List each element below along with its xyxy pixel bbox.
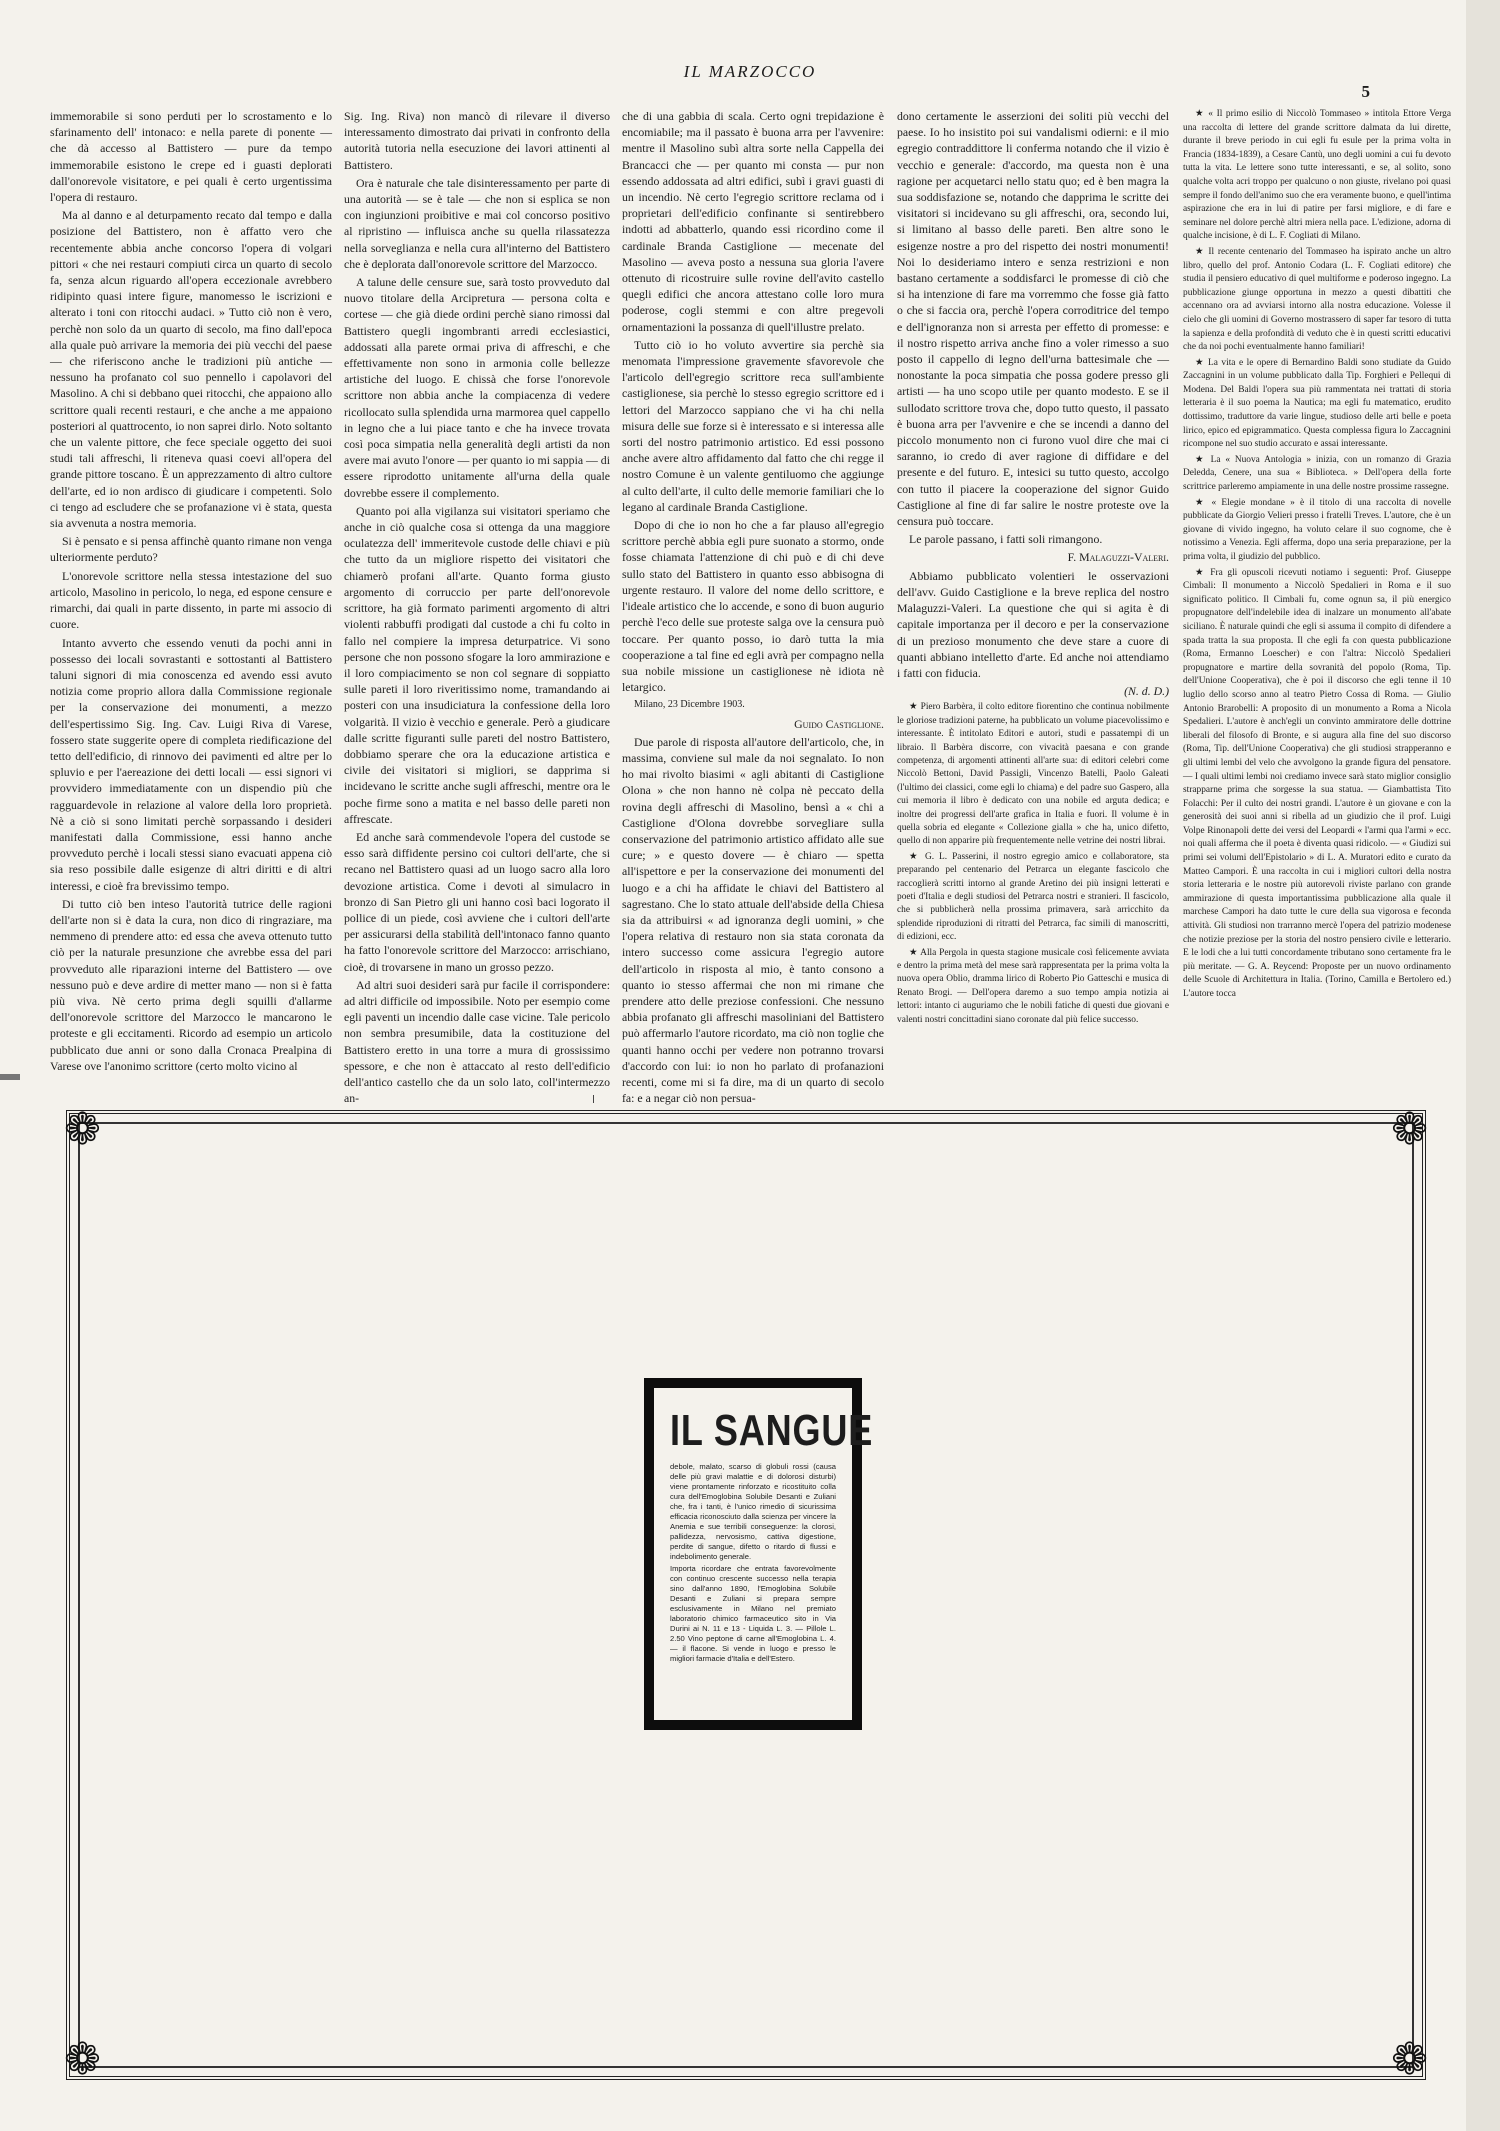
advertisement-paragraph: Importa ricordare che entrata favorevolmente con continuo crescente successo nella terapia sino dall'anno 1890, l'Emoglobina Solubile Desanti e Zuliani si prepara sempre esclusivamente in Milano nel premiato laboratorio chimico farmaceutico sito in Via Durini ai N. 11 e 13 - Liquida L. 3. — Pillole L. 2.50 Vino peptone di carne all'Emoglobina L. 4. — il flacone. Si vende in luogo e presso le migliori farmacie d'Italia e dell'Estero.	[670, 1564, 836, 1663]
column-1	[50, 108, 332, 1093]
paragraph: Ma al danno e al deturpamento recato dal tempo e dalla posizione del Battistero, non è affatto vero che recentemente abbia anche concorso l'opera di volgari pittori « che nei restauri compiuti circa un quarto di secolo fa, senza alcun riguardo all'opera eccezionale avrebbero ridipinto quasi intere figure, manomesso le iscrizioni e alterato i toni con ritocchi audaci. » Tutto ciò non è vero, perchè non solo da un quarto di secolo, ma fino dall'epoca alla quale può arrivare la memoria dei più vecchi del paese — che riferiscono anche le tradizioni più antiche — nessuno ha profanato col suo pennello i capolavori del Masolino. A chi si debbano quei ritocchi, che appaiono allo scrittore quali recenti restauri, e che anche a me appaiono posteriori al quattrocento, io non saprei dirlo. Noto soltanto che un valente pittore, che fece speciale oggetto dei suoi studi tali affreschi, li ritenevа quasi coevi all'opera del grande pittore toscano. È un apprezzamento di altro cultore dell'arte, ed io non ardisco di giudicare i competenti. Solo ci tengo ad escludere che se profanazione vi è stata, questa sia avvenuta a nostra memoria.	[50, 208, 332, 531]
news-item: ★ Piero Barbèra, il colto editore fiorentino che continua nobilmente le gloriose tradizioni paterne, ha pubblicato un volume piacevolissimo e interessante. È intitolato Editori e autori, studi e passatempi di un libraio. Il Barbèra discorre, con vivacità paesana e con grande competenza, di argomenti attinenti all'arte sua: di editori celebri come Niccolò Bettoni, David Passigli, Vincenzo Batelli, Paolo Galeati (l'ultimo dei classici, come egli lo chiama) e del padre suo Gaspero, alla cui memoria il libro è dedicato con una nobile ed arguta dedica; e inoltre dei progressi dell'arte grafica in Italia e fuori. Il volume è in quella sobria ed elegante « Collezione gialla » che ha, unico difetto, quello di non apparire più frequentemente nelle vetrine dei nostri librai.	[897, 702, 1169, 847]
page-number: 5	[1361, 82, 1370, 101]
paragraph: Tutto ciò io ho voluto avvertire sia perchè sia menomata l'impressione gravemente sfavorevole che l'articolo dell'egregio scrittore reca sull'ambiente castiglionese, sia perchè lo stesso egregio scrittore ed i lettori del Marzocco sappiano che vi ha chi nella misura delle sue forze si è interessato e si interessa alle sorti del nostro patrimonio artistico. Ed essi possono anche avere altro affidamento dal fatto che chi regge il nostro Comune è un valente gentiluomo che aggiunge al culto dell'arte, il culto delle memorie familiari che lo legano al cardinale Branda Castiglione.	[622, 337, 884, 514]
signature: F. Malaguzzi-Valeri.	[1067, 550, 1169, 565]
corner-ornament-icon: ❁	[1391, 2035, 1428, 2084]
news-item: ★ G. L. Passerini, il nostro egregio amico e collaboratore, sta preparando pel centenario del Petrarca un elegante fascicolo che raccoglierà scritti intorno al grande Aretino dei più insigni letterati e poeti d'Italia e degli studiosi del Petrarca nostri e stranieri. Il fascicolo, che si pubblicherà nella prossima primavera, sarà arricchito da splendide riproduzioni di ritratti del Petrarca, fac simili di manoscritti, di edizioni, ecc.	[897, 851, 1169, 943]
corner-ornament-icon: ❁	[64, 2035, 101, 2084]
paragraph: Ad altri suoi desideri sarà pur facile il corrispondere: ad altri difficile od impossibile. Noto per esempio come egli paventi un incendio dalle case vicine. Tale pericolo non sembra presumibile, data la costituzione del Battistero eretto in una torre a mura di grossissimo spessore, e che non è attaccato al resto dell'edificio dell'antico castello che da un solo lato, coll'intermezzo an-	[344, 977, 610, 1106]
paragraph: Di tutto ciò ben inteso l'autorità tutrice delle ragioni dell'arte non si è data la cura, non dico di ringraziare, ma nemmeno di prendere atto: ed essa che aveva ottenuto tutto ciò per la naturale presunzione che avrebbe essa del pari provveduto alle riparazioni interne del Battistero — ove nessuno può e deve ardire di metter mano — non si è fatta più viva. Nè certo prima degli squilli d'allarme dell'onorevole scrittore del Marzocco le mancarono le proteste e gli eccitamenti. Ricordo ad esempio un articolo pubblicato due anni or sono dalla Cronaca Prealpina di Varese ove l'anonimo scrittore (certo molto vicino al	[50, 896, 332, 1073]
news-notes	[897, 701, 1169, 1027]
news-item: ★ La vita e le opere di Bernardino Baldi sono studiate da Guido Zaccagnini in un volume pubblicato dalla Tip. Forghieri e Pellequi di Modena. Del Baldi l'opera sua più rammentata nei trattati di storia letteraria è il suo poema la Nautica; ma egli fu matematico, erudito dottissimo, traduttore da varie lingue, studioso delle arti belle e poeta lirico, epico ed epigrammatico. Questa complessa figura lo Zaccagnini ricompone nel suo studio accurato e assai interessante.	[1183, 357, 1451, 450]
paragraph: Abbiamo pubblicato volentieri le osservazioni dell'avv. Guido Castiglione e la breve replica del nostro Malaguzzi-Valeri. La questione che qui si agita è di capitale importanza per il decoro e per la conservazione di un prezioso monumento che deve stare a cuore di quanti abbiano intelletto d'arte. Ed anche noi attendiamo i fatti con fiducia.	[897, 568, 1169, 680]
column-4	[897, 108, 1169, 1093]
paragraph: Ed anche sarà commendevole l'opera del custode se esso sarà diffidente persino coi cultori dell'arte, che si recano nel Battistero quasi ad un luogo sacro alla loro devozione artistica. Come i devoti al simulacro in bronzo di San Pietro gli uni hanno così baci logorato il pollice di un piede, così avviene che i cultori dell'arte per assicurarsi della stabilità dell'intonaco fanno quanto ha fatto l'onorevole scrittore del Marzocco: arrischiano, cioè, di trovarsene in mano un grosso pezzo.	[344, 829, 610, 974]
paragraph: Le parole passano, i fatti soli rimangono.	[909, 532, 1103, 547]
paragraph: Quanto poi alla vigilanza sui visitatori speriamo che anche in ciò qualche cosa si ottenga da una maggiore oculatezza dell' immeritevole custode delle chiavi e più che tutto da un migliore rispetto dei visitatori che chiamerò profani all'arte. Quanto forma giusto argomento di corruccio per parte dell'onorevole scrittore, ha già formato parimenti argomento di altri violenti rabbuffi prodigati dal custode a chi fu colto in fallo nel compiere la impresa deturpatrice. Vi sono persone che non possono sfogare la loro ammirazione e il loro compiacimento se non col segnare di soppiatto sulle pareti il loro riveritissimo nome, tramandando ai posteri con una insudiciatura la confessione della loro volgarità. Il vizio è vecchio e generale. Però a giudicare dalle scritte figuranti sulle pareti del nostro Battistero, dobbiamo sperare che ora la educazione artistica e civile dei visitatori si migliori, se dapprima si incidevano le scritte anche sugli affreschi, mentre ora le poche firme sono a matita e nel basso delle pareti non affrescate.	[344, 503, 610, 826]
news-item: ★ Fra gli opuscoli ricevuti notiamo i seguenti: Prof. Giuseppe Cimbali: Il monumento a Niccolò Spedalieri in Roma e il suo significato politico. Il Cimbali fu, come ognun sa, il più energico propugnatore dell'indelebile idea di inalzare un monumento all'abate siciliano. È naturale quindi che egli si assuma il compito di difendere a spada tratta la sua proposta. Il che egli fa con questa pubblicazione (Roma, Ermanno Loescher) e con l'altra: Niccolò Spedalieri propugnatore e martire della sovranità del popolo (Roma, Tip. dell'Unione Cooperativa), che è poi il discorso che egli tenne il 10 luglio dello scorso anno al teatro Pietro Cossa di Roma. — Giulio Antonio Brarobelli: A proposito di un monumento a Roma a Nicola Spedalieri. L'autore è anch'egli un convinto ammiratore delle dottrine liberali del filosofo di Bronte, e si augura alla fine del suo discorso (Roma, Tip. dell'Unione Cooperativa) che gli studiosi strapperanno e gli ultimi lembi del velo che avvolgono la grande figura del pensatore. — I quali ultimi lembi noi crediamo invece sarà stato miglior consiglio strapparne prima che sorgesse la sua statua. — Giambattista Tito Folacchi: Per il culto dei nostri grandi. L'autore è un giovane e con la generosità dei suoi anni si ribella ad un giudizio che il prof. Luigi Volpe Rinonapoli dette dei versi del Leopardi « l'armi qua l'armi » ecc. noi quali afferma che il poeta è diventa quasi ridicolo. — « Giudizi sui primi sei volumi dell'Epistolario » di L. A. Muratori edito e curato da Matteo Campori. È una raccolta in cui i migliori cultori della nostra storia letteraria e le nostre più autorevoli riviste parlano con grande ammirazione di questa importantissima pubblicazione alla quale il marchese Campori ha dato tutte le cure della sua vigorosa e feconda attività. Gli studiosi non trarranno mercè l'opera del patrizio modenese che notizie preziose per la storia del nostro pensiero civile e letterario. E le lodi che a lui tutti concordamente tributano sono certamente fra le più meritate. — G. A. Reycend: Proposte per un nuovo ordinamento delle Scuole di Architettura in Italia. (Torino, Camilla e Bertolero ed.) L'autore tocca	[1183, 567, 1451, 999]
advertisement-box	[644, 1378, 874, 1730]
column-3	[622, 108, 884, 1106]
corner-ornament-icon: ❁	[1391, 1105, 1428, 1154]
advertisement-body	[670, 1462, 836, 1664]
news-item: ★ Alla Pergola in questa stagione musicale così felicemente avviata e dentro la prima metà del mese sarà rappresentata per la prima volta la nuova opera Oblio, dramma lirico di Roberto Pio Gatteschi e musica di Renato Brogi. — Dell'opera daremo a suo tempo ampia notizia ai lettori: intanto ci auguriamo che le nobili fatiche di questi due giovani e valenti nostri concittadini siano coronate dal più felice successo.	[897, 947, 1169, 1025]
paragraph: che di una gabbia di scala. Certo ogni trepidazione è encomiabile; ma il passato è buona arra per l'avvenire: mentre il Masolino subì altra sorte nella Cappella dei Brancacci che — per quanto mi consta — pur non essendo addossata ad altri edifici, subì i gravi guasti di un incendio. Nè certo l'egregio scrittore reclama od i proprietari dell'edificio confinante si sentirebbero indotti ad abbatterlo, quando essi ricordino come il cardinale Branda Castiglione — mecenate del Masolino — aveva posto a nessuna sua gloria l'avere ottenuto di ricostruire sulle rovine dell'avito castello quegli edifici che ancora attestano colle loro mura poderose, cogli stemmi e con altre pregevoli ornamentazioni la possanza di quell'illustre prelato.	[622, 109, 884, 334]
page-edge	[1466, 0, 1500, 2131]
column-divider-mark	[593, 1095, 594, 1103]
paragraph: Sig. Ing. Riva) non mancò di rilevare il diverso interessamento dimostrato dai privati in confronto della autorità tutoria nella esecuzione dei lavori attinenti al Battistero.	[344, 109, 610, 172]
margin-mark	[0, 1074, 20, 1080]
advertisement-paragraph: debole, malato, scarso di globuli rossi (causa delle più gravi malattie e di dolorosi disturbi) viene prontamente rinforzato e ricostituito colla cura dell'Emoglobina Solubile Desanti e Zuliani che, fra i tanti, è l'unico rimedio di sicurissima efficacia riconosciuto dalla scienza per vincere la Anemia e sue terribili conseguenze: la clorosi, pallidezza, nervosismo, cattiva digestione, perdite di sangue, difetto o ritardo di flussi e indebolimento generale.	[670, 1462, 836, 1561]
editor-note: (N. d. D.)	[1124, 684, 1169, 699]
column-2	[344, 108, 610, 1106]
paragraph: A talune delle censure sue, sarà tosto provveduto dal nuovo titolare della Arcipretura — persona colta e cortese — che già diede ordini perchè siano rimossi dal Battistero quegli ingombranti arredi ecclesiastici, addossati alla parete ormai priva di affreschi, e che effettivamente non sono in armonia colle bellezze artistiche del luogo. E chissà che forse l'onorevole scrittore non abbia anche la compiacenza di vedere ricollocato sulla splendida urna marmorea quel cappello in legno che a lui piace tanto e che ha invece trovata così poca simpatia nella generalità degli artisti da non avere mai avuto l'onore — per quanto io mi sappia — di essere riprodotto unitamente all'urna della quale dovrebbe essere il complemento.	[344, 275, 610, 500]
paragraph: Due parole di risposta all'autore dell'articolo, che, in massima, conviene sul male da noi segnalato. Io non ho mai rivolto biasimi « agli abitanti di Castiglione Olona » che non hanno nè colpa nè peccato della rovina degli affreschi di Masolino, bensì a « chi a Castiglione d'Olona dovrebbe sorvegliare sulla conservazione del patrimonio artistico affidato alle sue cure; » e questo dovere — è chiaro — spetta all'ispettore e per la conservazione dei monumenti del luogo e a chi ha affidate le chiavi del Battistero al sagrestano. Che lo stato attuale dell'abside della Chiesa sia da attribuirsi « ad ignoranza degli uomini, » che l'opera relativa di restauro non sia stata coronata da intero successo come assicura l'egregio autore dell'articolo in risposta al mio, è tanto consono a quanto io stesso affermai che non mi rimane che prendere atto delle preziose confessioni. Che nessuno abbia profanato gli affreschi masoliniani del Battistero può affermarlo l'autore ricordato, ma ciò non toglie che quanti hanno occhi per vedere non potranno trovarsi d'accordo con lui: io non ho parlato di profanazioni recenti, come mi si fa dire, ma di un quarto di secolo fa: e a negar ciò non persua-	[622, 734, 884, 1106]
advertisement-content	[654, 1388, 874, 1720]
paragraph: dono certamente le asserzioni dei soliti più vecchi del paese. Io ho insistito poi sui vandalismi odierni: e il mio egregio contraddittore li conferma notando che il vizio è vecchio e generale: d'accordo, ma questa non è una ragione per acquetarci nello statu quo; ed è ben magra la sua soddisfazione se, notando che dapprima le scritte dei visitatori si incidevano su gli affreschi, ora, secondo lui, si limitano al basso delle pareti. Ben altre sono le esigenze nostre a pro del rispetto dei nostri monumenti! Noi lo desideriamo intero e senza restrizioni e non bastano certamente a soddisfarci le promesse di ciò che si ha intenzione di fare ma vorremmo che fosse già fatto o che si faccia ora, perchè l'opera corroditrice del tempo e dell'ignoranza non si arresta per effetto di promesse: e il nostro rispetto arriva anche fino a voler rimesso a suo posto il cappello di legno dell'urna battesimale che — nonostante la poca simpatia che possa godere presso gli artisti — ha uno scopo utile per quanto modesto. E se il sullodato scrittore trova che, dopo tutto questo, il passato è buona arra per l'avvenire e che se incendi a danno del piccolo monumento non ci furono vuol dire che mai ci saranno, io credo di aver ragione di diffidare e del presente e del futuro. E, intesici su tutto questo, accolgo con tutto il piacere la cooperazione del signor Guido Castiglione al fine di far salire le nostre proteste ove la censura può toccare.	[897, 109, 1169, 529]
advertisement-title: IL SANGUE	[670, 1406, 874, 1455]
paragraph: L'onorevole scrittore nella stessa intestazione del suo articolo, Masolino in pericolo, lo nega, ed espone censure e rimarchi, dai quali in parte dissento, in parte mi associo di cuore.	[50, 568, 332, 632]
paragraph: Si è pensato e si pensa affinchè quanto rimane non venga ulteriormente perduto?	[50, 534, 332, 565]
paragraph: Ora è naturale che tale disinteressamento per parte di una autorità — se è tale — che non si esplica se non con ingiunzioni proibitive e mai col concorso positivo al ripristino — influisca anche su quella rilassatezza nella sorveglianza e nella cura all'interno del Battistero che è deplorata dall'onorevole scrittore del Marzocco.	[344, 175, 610, 271]
masthead: IL MARZOCCO	[683, 62, 817, 81]
paragraph: Intanto avverto che essendo venuti da pochi anni in possesso dei locali sovrastanti e sottostanti al Battistero taluni signori di mia conoscenza ed avendo essi avuto notizia come proprio allora dalla Commissione regionale per la conservazione dei monumenti, a mezzo dell'espertissimo Sig. Ing. Cav. Luigi Riva di Varese, fossero state suggerite opere di completa riedificazione del tetto dell'edificio, di rinnovo dei pavimenti ed altre per lo spluvio e per l'aereazione dei detti locali — essi signori vi provvidero immediatamente con un dispendio più che ragguardevole in relazione al valore della loro proprietà. Nè a ciò si sono limitati perchè sorpassando i desideri manifestati dalla Commissione, essi hanno anche provveduto perchè i locali stessi siano evacuati appena ciò sia reso possibile dalle esigenze di altri diritti e di altri interessi, e cioè fra brevissimo tempo.	[50, 635, 332, 893]
news-item: ★ « Il primo esilio di Niccolò Tommaseo » intitola Ettore Verga una raccolta di lettere del grande scrittore dalmata da lui dirette, durante il breve periodo in cui egli fu esule per la prima volta in Francia (1834-1839), a Cesare Cantù, uno degli uomini a cui fu devoto tutta la vita. Le lettere sono tutte interessanti, e se, al solito, sono qualche volta acri troppo per qualcuno o non giuste, rivelano poi quasi sempre il fondo dell'animo suo che era veramente buono, e quell'intima aspirazione che era in lui di patire per farsi migliore, e di fare e seminare nel dolore perchè altri miera nella pace. L'edizione, adorna di qualche incisione, è di L. F. Cogliati di Milano.	[1183, 109, 1451, 242]
paragraph: immemorabile si sono perduti per lo scrostamento e lo sfarinamento dell' intonaco: e nella parete di ponente — che dà accesso al Battistero — pure da tempo immemorabile esistono le crepe ed i guasti deplorati dall'onorevole visitatore, e pei quali è certo urgentissima l'opera di restauro.	[50, 109, 332, 205]
paragraph: Dopo di che io non ho che a far plauso all'egregio scrittore perchè abbia egli pure suonato a stormo, onde fosse chiamata l'attenzione di chi può e di chi deve sullo stato del Battistero in quanto esso abbisogna di urgente restauro. Il valore del nome dello scrittore, e l'ideale artistico che lo accende, e sono di buon augurio perchè l'eco delle sue proteste salga ove la censura può toccare. Per quanto posso, io darò tutta la mia cooperazione a tal fine ed egli avrà per compagno nella sua nobile missione un castiglionese nè idiota nè letargico.	[622, 518, 884, 695]
letter-date: Milano, 23 Dicembre 1903.	[634, 699, 745, 711]
corner-ornament-icon: ❁	[64, 1105, 101, 1154]
news-item: ★ La « Nuova Antologia » inizia, con un romanzo di Grazia Deledda, Cenere, una sua « Biblioteca. » Dell'opera della forte scrittrice parleremo ampiamente in una delle nostre prossime rassegne.	[1183, 454, 1451, 493]
column-5	[1183, 108, 1451, 1093]
signature: Guido Castiglione.	[794, 716, 884, 731]
news-item: ★ Il recente centenario del Tommaseo ha ispirato anche un altro libro, quello del prof. Antonio Codara (L. F. Cogliati editore) che studia il pensiero educativo di quel multiforme e poderoso ingegno. La pubblicazione giunge opportuna in mezzo a questi dibattiti che accennano ora ad avviarsi intorno alla nostra educazione. Volesse il cielo che gli uomini di Governo mostrassero di saper far tesoro di tutta la sapienza e della profondità di veduto che è in questi scritti educativi che da noi pochi eventualmente hanno familiari!	[1183, 246, 1451, 353]
news-item: ★ « Elegie mondane » è il titolo di una raccolta di novelle pubblicate da Giorgio Velieri presso i fratelli Treves. L'autore, che è un giovane di vivido ingegno, ha voluto celare il suo cognome, che è notissimo a Venezia. Egli afferma, dopo una seria preparazione, per la prima volta, il giudizio del pubblico.	[1183, 497, 1451, 562]
